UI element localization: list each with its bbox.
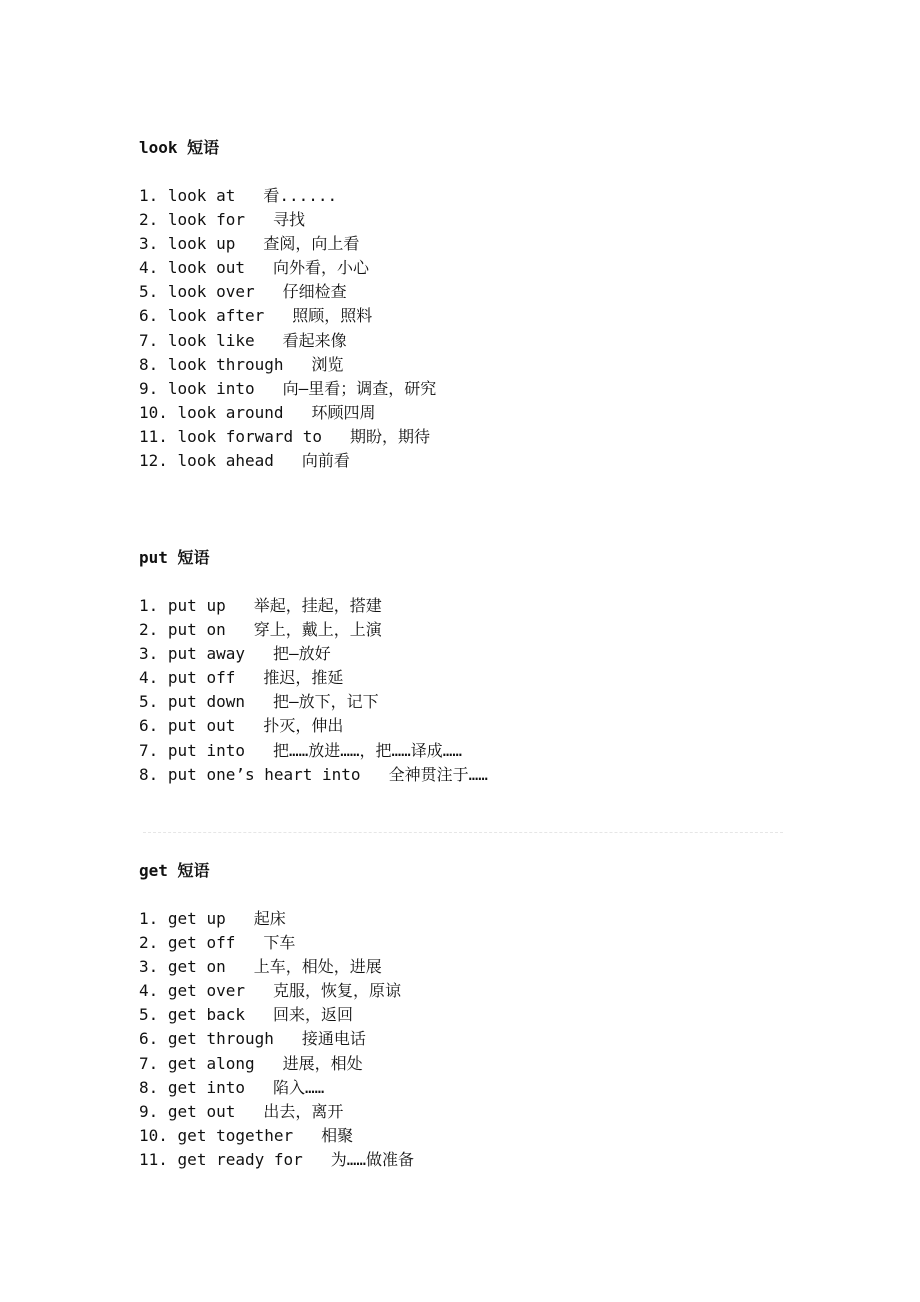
phrase-chinese: 接通电话 xyxy=(301,1029,366,1049)
phrase-number: 6. xyxy=(139,716,159,736)
phrase-chinese: 寻找 xyxy=(272,210,305,230)
phrase-english: get along xyxy=(167,1053,255,1073)
phrase-item xyxy=(139,401,839,425)
phrase-english: get up xyxy=(167,909,226,928)
phrase-number: 9. xyxy=(139,378,159,398)
phrase-english: get into xyxy=(167,1077,245,1097)
phrase-number: 1. xyxy=(139,186,159,205)
phrase-item xyxy=(139,763,839,787)
phrase-number: 11. xyxy=(139,426,168,446)
phrase-english: put one’s heart into xyxy=(167,764,361,784)
phrase-number: 10. xyxy=(139,402,168,422)
phrase-english: get back xyxy=(167,1005,245,1025)
phrase-english: get over xyxy=(167,981,245,1001)
phrase-item xyxy=(139,449,839,473)
phrase-english: put off xyxy=(167,668,236,688)
phrase-number: 6. xyxy=(139,306,159,326)
phrase-chinese: 回来，返回 xyxy=(272,1005,353,1025)
phrase-number: 7. xyxy=(139,740,159,760)
phrase-number: 4. xyxy=(139,668,159,688)
phrase-english: look into xyxy=(167,378,255,398)
phrase-number: 7. xyxy=(139,330,159,350)
phrase-item xyxy=(139,1148,839,1172)
phrase-chinese: 相聚 xyxy=(321,1125,354,1145)
phrase-chinese: 出去，离开 xyxy=(263,1101,344,1121)
phrase-english: look ahead xyxy=(177,451,274,471)
phrase-english: look around xyxy=(177,402,284,422)
phrase-number: 2. xyxy=(139,933,159,953)
phrase-number: 2. xyxy=(139,620,159,640)
phrase-english: put on xyxy=(167,620,226,640)
phrase-item xyxy=(139,1100,839,1124)
phrase-english: look like xyxy=(167,330,255,350)
phrase-chinese: 环顾四周 xyxy=(311,402,376,422)
phrase-english: get out xyxy=(167,1101,236,1121)
phrase-item xyxy=(139,690,839,714)
phrase-chinese: 推迟，推延 xyxy=(263,668,344,688)
phrase-english: look after xyxy=(167,306,265,326)
phrase-chinese: 下车 xyxy=(263,933,296,953)
phrase-item xyxy=(139,666,839,690)
phrase-english: get off xyxy=(167,933,236,953)
phrase-number: 10. xyxy=(139,1125,168,1145)
phrase-chinese: 把—放好 xyxy=(272,644,331,664)
phrase-number: 8. xyxy=(139,1077,159,1097)
phrase-english: put into xyxy=(167,740,245,760)
phrase-english: look forward to xyxy=(177,426,323,446)
phrase-chinese: 查阅，向上看 xyxy=(263,234,360,254)
phrase-chinese: 起床 xyxy=(253,909,286,928)
section-title: get 短语 xyxy=(139,861,210,880)
dashed-divider xyxy=(143,832,783,833)
phrase-chinese: 向—里看；调查，研究 xyxy=(282,378,437,398)
phrase-chinese: 举起，挂起，搭建 xyxy=(253,596,382,615)
section-get xyxy=(139,859,839,1172)
phrase-item xyxy=(139,642,839,666)
section-look xyxy=(139,136,839,473)
phrase-list xyxy=(139,594,839,787)
phrase-english: look at xyxy=(167,186,236,205)
phrase-item xyxy=(139,739,839,763)
phrase-chinese: 仔细检查 xyxy=(282,282,347,302)
phrase-english: get on xyxy=(167,957,226,977)
phrase-item xyxy=(139,714,839,738)
phrase-chinese: 扑灭，伸出 xyxy=(263,716,344,736)
phrase-number: 5. xyxy=(139,282,159,302)
phrase-chinese: 克服，恢复，原谅 xyxy=(272,981,401,1001)
phrase-chinese: 向外看，小心 xyxy=(272,258,369,278)
phrase-number: 8. xyxy=(139,764,159,784)
phrase-number: 4. xyxy=(139,258,159,278)
phrase-english: look over xyxy=(167,282,255,302)
phrase-number: 6. xyxy=(139,1029,159,1049)
phrase-item xyxy=(139,979,839,1003)
phrase-chinese: 照顾，照料 xyxy=(292,306,373,326)
phrase-number: 5. xyxy=(139,692,159,712)
phrase-number: 12. xyxy=(139,451,168,471)
phrase-item xyxy=(139,425,839,449)
phrase-list xyxy=(139,907,839,1172)
phrase-number: 4. xyxy=(139,981,159,1001)
section-put xyxy=(139,546,839,787)
phrase-item xyxy=(139,1124,839,1148)
phrase-chinese: 向前看 xyxy=(301,451,350,471)
phrase-item xyxy=(139,256,839,280)
phrase-item xyxy=(139,1052,839,1076)
phrase-number: 3. xyxy=(139,234,159,254)
phrase-item xyxy=(139,232,839,256)
phrase-chinese: 把—放下，记下 xyxy=(272,692,379,712)
phrase-item xyxy=(139,618,839,642)
phrase-item xyxy=(139,377,839,401)
phrase-item xyxy=(139,329,839,353)
phrase-chinese: 看起来像 xyxy=(282,330,347,350)
phrase-chinese: 上车，相处，进展 xyxy=(253,957,382,977)
phrase-item xyxy=(139,594,839,618)
phrase-item xyxy=(139,1027,839,1051)
phrase-number: 5. xyxy=(139,1005,159,1025)
phrase-chinese: 期盼，期待 xyxy=(350,426,431,446)
phrase-english: look for xyxy=(167,210,245,230)
phrase-number: 2. xyxy=(139,210,159,230)
phrase-chinese: 穿上，戴上，上演 xyxy=(253,620,382,640)
phrase-item xyxy=(139,304,839,328)
phrase-chinese: 全神贯注于…… xyxy=(388,764,488,784)
phrase-english: look up xyxy=(167,234,236,254)
phrase-item xyxy=(139,1003,839,1027)
phrase-chinese: 陷入…… xyxy=(272,1077,325,1097)
phrase-item xyxy=(139,353,839,377)
phrase-english: put away xyxy=(167,644,245,664)
phrase-number: 3. xyxy=(139,644,159,664)
phrase-item xyxy=(139,280,839,304)
phrase-item xyxy=(139,931,839,955)
phrase-english: get through xyxy=(167,1029,274,1049)
phrase-item xyxy=(139,955,839,979)
phrase-number: 7. xyxy=(139,1053,159,1073)
phrase-item xyxy=(139,907,839,931)
phrase-english: look out xyxy=(167,258,245,278)
phrase-number: 1. xyxy=(139,909,159,928)
section-title: look 短语 xyxy=(139,138,220,157)
phrase-number: 11. xyxy=(139,1149,168,1169)
phrase-number: 8. xyxy=(139,354,159,374)
phrase-item xyxy=(139,208,839,232)
phrase-english: look through xyxy=(167,354,284,374)
phrase-english: put down xyxy=(167,692,245,712)
phrase-english: put up xyxy=(167,596,226,615)
phrase-chinese: 为……做准备 xyxy=(330,1149,415,1169)
phrase-chinese: 看...... xyxy=(263,186,338,205)
phrase-chinese: 进展，相处 xyxy=(282,1053,363,1073)
phrase-english: put out xyxy=(167,716,236,736)
phrase-english: get ready for xyxy=(177,1149,303,1169)
phrase-item xyxy=(139,184,839,208)
phrase-chinese: 把……放进……，把……译成…… xyxy=(272,740,463,760)
phrase-number: 9. xyxy=(139,1101,159,1121)
section-title: put 短语 xyxy=(139,548,210,567)
phrase-number: 3. xyxy=(139,957,159,977)
phrase-list xyxy=(139,184,839,473)
phrase-item xyxy=(139,1076,839,1100)
phrase-english: get together xyxy=(177,1125,294,1145)
phrase-number: 1. xyxy=(139,596,159,615)
phrase-chinese: 浏览 xyxy=(311,354,344,374)
